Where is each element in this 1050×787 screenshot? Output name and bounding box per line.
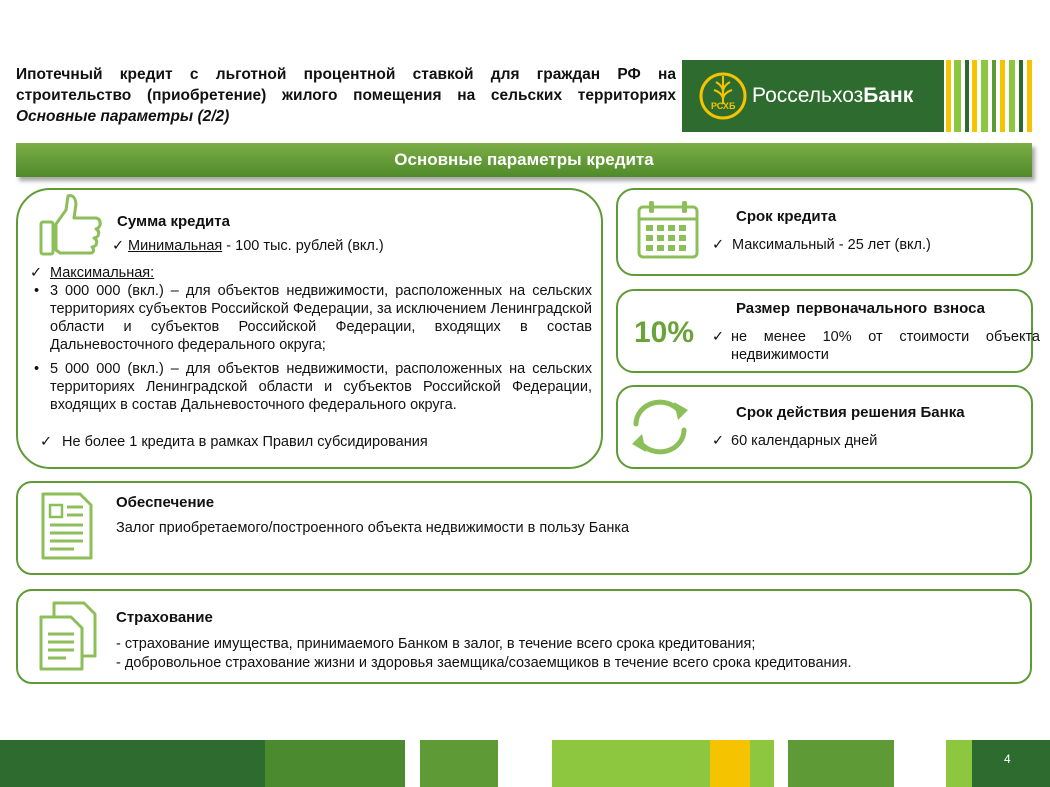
documents-icon: [38, 600, 98, 677]
down-payment-line: [712, 328, 1040, 364]
collateral-heading: Обеспечение: [116, 494, 215, 511]
checkmark-icon: ✓: [712, 433, 725, 449]
footer-bar-4: [552, 740, 710, 787]
max-amount-list: [32, 282, 592, 414]
refresh-icon: [628, 396, 692, 463]
footer-bar-1: [0, 740, 265, 787]
document-icon: [40, 491, 94, 566]
checkmark-icon: ✓: [112, 238, 125, 254]
checkmark-icon: ✓: [712, 329, 725, 345]
footer-bar-9: [972, 740, 1050, 787]
min-label: Минимальная: [128, 238, 223, 254]
footer-bar-3: [420, 740, 498, 787]
max-amount-item-2: • 5 000 000 (вкл.) – для объектов недвижимости, расположенных на сельских территориях Ленинградской области и субъектов Российской Федерации, входящих в состав Дальневосточного федерального округа.: [32, 360, 592, 414]
logo-text-bold: Банк: [863, 84, 914, 107]
logo-text-regular: Россельхоз: [752, 84, 864, 107]
loan-term-line: [712, 236, 931, 254]
decision-validity-line: [712, 432, 877, 450]
loan-amount-heading: Сумма кредита: [117, 213, 230, 230]
calendar-icon: [636, 199, 700, 266]
page-number: 4: [1004, 752, 1011, 766]
collateral-text: Залог приобретаемого/построенного объекта недвижимости в пользу Банка: [116, 520, 630, 536]
decision-validity-text: 60 календарных дней: [731, 433, 878, 449]
section-banner: Основные параметры кредита: [16, 143, 1032, 177]
min-amount-line: [112, 237, 384, 255]
down-payment-text: не менее 10% от стоимости объекта недвижимости: [731, 329, 1040, 363]
credit-limit-line: [40, 433, 428, 451]
checkmark-icon: ✓: [712, 237, 725, 253]
checkmark-icon: ✓: [30, 265, 43, 281]
down-payment-percent: 10%: [634, 316, 695, 349]
insurance-line-2: - добровольное страхование жизни и здоровья заемщика/созаемщиков в течение всего срока кредитования.: [116, 655, 852, 671]
footer-bar-5: [710, 740, 750, 787]
footer-bar-8: [946, 740, 972, 787]
loan-term-heading: Срок кредита: [736, 208, 837, 225]
title-line-2: строительство (приобретение) жилого помещения на сельских территориях: [16, 87, 676, 104]
title-line-1: Ипотечный кредит с льготной процентной ставкой для граждан РФ на: [16, 66, 676, 83]
down-payment-heading: Размер первоначального взноса: [736, 300, 985, 317]
decision-validity-heading: Срок действия решения Банка: [736, 404, 965, 421]
footer-bar-2: [265, 740, 405, 787]
logo-emblem-text: РСХБ: [711, 101, 736, 111]
page-title: [16, 64, 676, 127]
footer-bar-7: [788, 740, 894, 787]
max-amount-item-1: • 3 000 000 (вкл.) – для объектов недвижимости, расположенных на сельских территориях субъектов Российской Федерации, за исключением Ленинградской области и субъектов Российской Федерации, входящих в состав Дальневосточного федерального округа;: [32, 282, 592, 354]
thumbs-up-icon: [38, 192, 104, 263]
insurance-heading: Страхование: [116, 609, 213, 626]
footer-bar-6: [750, 740, 774, 787]
insurance-line-1: - страхование имущества, принимаемого Банком в залог, в течение всего срока кредитования;: [116, 636, 756, 652]
checkmark-icon: ✓: [40, 434, 53, 450]
bank-logo: [676, 60, 1050, 132]
title-subtitle: Основные параметры (2/2): [16, 108, 230, 125]
logo-wordmark: [752, 84, 913, 108]
max-amount-label: [30, 264, 154, 282]
max-label: Максимальная:: [50, 265, 155, 281]
credit-limit-text: Не более 1 кредита в рамках Правил субсидирования: [62, 434, 428, 450]
min-value: - 100 тыс. рублей (вкл.): [222, 238, 384, 254]
loan-term-text: Максимальный - 25 лет (вкл.): [732, 237, 931, 253]
